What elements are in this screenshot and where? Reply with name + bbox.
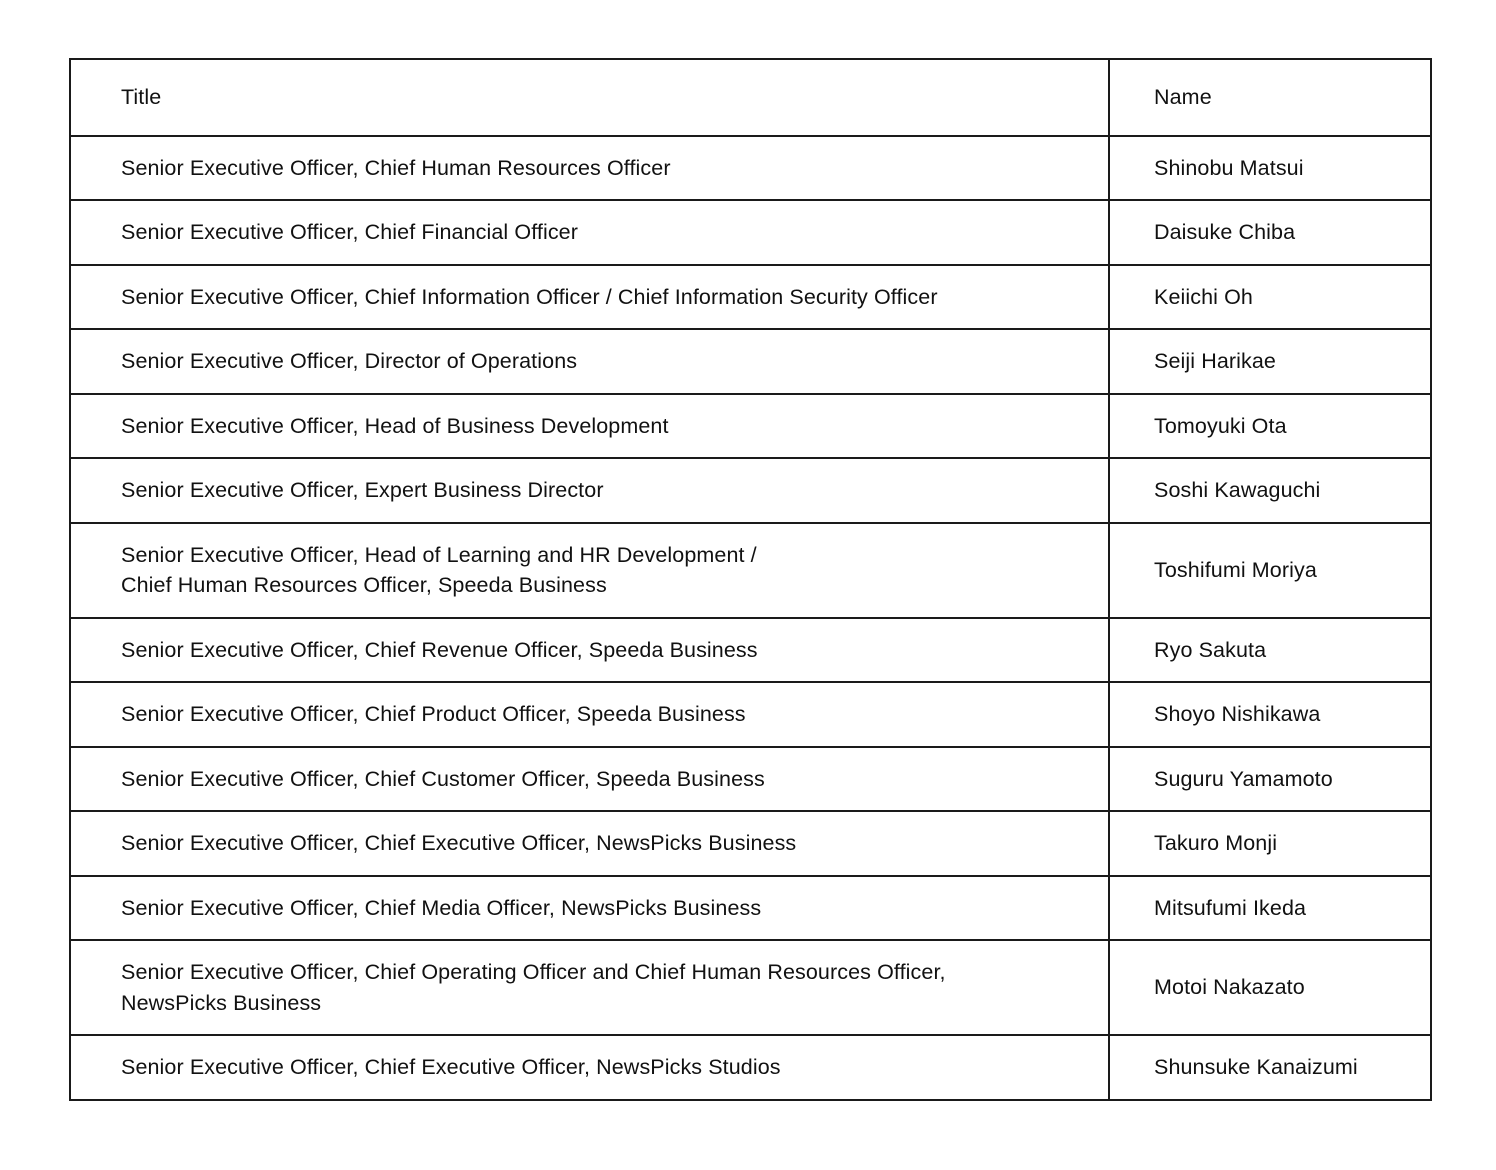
table-row bbox=[70, 618, 1431, 683]
cell-title-line1: Senior Executive Officer, Chief Media Officer, NewsPicks Business bbox=[121, 895, 762, 920]
cell-name: Motoi Nakazato bbox=[1109, 940, 1431, 1035]
cell-title bbox=[70, 747, 1109, 812]
table-header-row bbox=[70, 59, 1431, 136]
cell-title-line1: Senior Executive Officer, Chief Executive Officer, NewsPicks Studios bbox=[121, 1055, 781, 1080]
cell-name: Shinobu Matsui bbox=[1109, 136, 1431, 201]
table-row bbox=[70, 876, 1431, 941]
officers-table-container bbox=[69, 58, 1430, 1101]
cell-title bbox=[70, 618, 1109, 683]
cell-name: Daisuke Chiba bbox=[1109, 200, 1431, 265]
cell-title bbox=[70, 811, 1109, 876]
cell-name: Toshifumi Moriya bbox=[1109, 523, 1431, 618]
cell-title-line1: Senior Executive Officer, Director of Operations bbox=[121, 349, 578, 374]
cell-title-line1: Senior Executive Officer, Chief Financial Officer bbox=[121, 220, 578, 245]
cell-title-line1: Senior Executive Officer, Chief Customer Officer, Speeda Business bbox=[121, 766, 765, 791]
cell-title bbox=[70, 682, 1109, 747]
cell-title bbox=[70, 200, 1109, 265]
cell-name: Suguru Yamamoto bbox=[1109, 747, 1431, 812]
cell-title-line1: Senior Executive Officer, Expert Business Director bbox=[121, 478, 604, 503]
cell-name: Keiichi Oh bbox=[1109, 265, 1431, 330]
table-row bbox=[70, 940, 1431, 1035]
cell-name: Mitsufumi Ikeda bbox=[1109, 876, 1431, 941]
cell-title-line1: Senior Executive Officer, Chief Operating Officer and Chief Human Resources Officer, bbox=[121, 960, 946, 985]
table-row bbox=[70, 458, 1431, 523]
cell-title bbox=[70, 136, 1109, 201]
cell-name: Takuro Monji bbox=[1109, 811, 1431, 876]
officers-table bbox=[69, 58, 1432, 1101]
cell-title bbox=[70, 523, 1109, 618]
table-body bbox=[70, 136, 1431, 1100]
cell-name: Seiji Harikae bbox=[1109, 329, 1431, 394]
cell-title bbox=[70, 876, 1109, 941]
cell-name: Shoyo Nishikawa bbox=[1109, 682, 1431, 747]
table-row bbox=[70, 265, 1431, 330]
cell-title-line2: NewsPicks Business bbox=[121, 990, 322, 1015]
cell-name: Tomoyuki Ota bbox=[1109, 394, 1431, 459]
table-row bbox=[70, 136, 1431, 201]
cell-name: Soshi Kawaguchi bbox=[1109, 458, 1431, 523]
table-row bbox=[70, 329, 1431, 394]
cell-title-line1: Senior Executive Officer, Chief Revenue Officer, Speeda Business bbox=[121, 637, 758, 662]
cell-title-line1: Senior Executive Officer, Chief Human Resources Officer bbox=[121, 155, 671, 180]
table-row bbox=[70, 523, 1431, 618]
column-header-title: Title bbox=[70, 59, 1109, 136]
cell-title bbox=[70, 1035, 1109, 1100]
cell-title-line1: Senior Executive Officer, Head of Learning and HR Development / bbox=[121, 542, 757, 567]
table-row bbox=[70, 747, 1431, 812]
column-header-name: Name bbox=[1109, 59, 1431, 136]
cell-title bbox=[70, 394, 1109, 459]
table-row bbox=[70, 200, 1431, 265]
cell-title-line1: Senior Executive Officer, Chief Information Officer / Chief Information Security Officer bbox=[121, 284, 938, 309]
cell-title bbox=[70, 458, 1109, 523]
cell-title-line1: Senior Executive Officer, Chief Executive Officer, NewsPicks Business bbox=[121, 831, 797, 856]
cell-name: Ryo Sakuta bbox=[1109, 618, 1431, 683]
table-row bbox=[70, 682, 1431, 747]
cell-title bbox=[70, 265, 1109, 330]
cell-title-line2: Chief Human Resources Officer, Speeda Business bbox=[121, 573, 607, 598]
table-row bbox=[70, 811, 1431, 876]
cell-title-line1: Senior Executive Officer, Head of Business Development bbox=[121, 413, 669, 438]
table-row bbox=[70, 394, 1431, 459]
cell-name: Shunsuke Kanaizumi bbox=[1109, 1035, 1431, 1100]
cell-title bbox=[70, 940, 1109, 1035]
cell-title bbox=[70, 329, 1109, 394]
table-row bbox=[70, 1035, 1431, 1100]
cell-title-line1: Senior Executive Officer, Chief Product Officer, Speeda Business bbox=[121, 702, 746, 727]
